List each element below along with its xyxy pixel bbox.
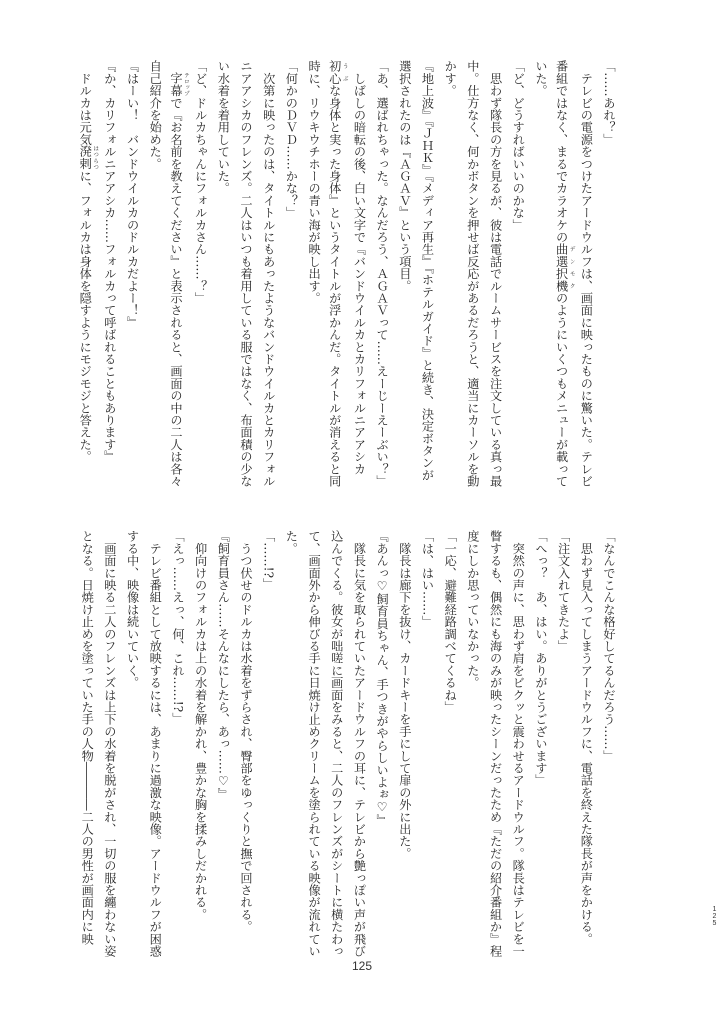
text-column [76, 60, 99, 488]
text-column: となる。日焼け止めを塗っていた手の人物――――二人の男性が画面内に映 [80, 530, 95, 945]
text-column: テレビの電源をつけたアードウルフは、画面に映ったものに驚いた。テレビ [579, 60, 594, 487]
text-segment: 番組ではなく、まるでカラオケの [554, 60, 569, 243]
text-column: 度にしか思っていなかった。 [465, 530, 480, 689]
text-column: 隊長に気を取られていたアードウルフの耳に、テレビから艶っぽい声が飛び [352, 530, 367, 957]
text-column: い水着を着用していた。 [216, 60, 231, 195]
ruby-reading: テロップ [182, 72, 189, 97]
text-column: ニアアシカのフレンズ。二人はいつも着用している服ではなく、布面積の少な [239, 60, 253, 487]
text-segment: ドルカは元気 [78, 60, 93, 146]
text-column: 「なんでこんな格好してるんだろう……」 [602, 530, 616, 762]
text-column: 『地上波』『ＪＨＫ』『メディア再生』『ホテルガイド』と続き、決定ボタンが [420, 60, 435, 481]
text-column: 隊長は廊下を抜け、カードキーを手にして扉の外に出た。 [397, 530, 412, 860]
ruby-base: 初心 [327, 60, 342, 85]
text-column: 「ど、ドルカちゃんにフォルカさん……？」 [193, 60, 208, 304]
bottom-text-block [75, 530, 620, 958]
text-column: 『か、カリフォルニアアシカ……フォルカって呼ばれることもあります』 [102, 60, 117, 463]
text-column: 自己紹介を始めた。 [148, 60, 163, 170]
text-column: 「は、はい……」 [420, 530, 435, 628]
text-column: 込んでくる。彼女が咄嗟に画面をみると、二人のフレンズがシートに横たわっ [329, 530, 344, 957]
text-column: いた。 [533, 60, 548, 97]
text-column: 「……!?」 [261, 530, 276, 591]
text-column: て、画面外から伸びる手に日焼け止めクリームを塗られている映像が流れてい [307, 530, 322, 957]
text-column: 次第に映ったのは、タイトルにもあったようなバンドウイルカとカリフォル [261, 60, 276, 487]
text-column: 中。仕方なく、何かボタンを押せば反応があるだろうと、適当にカーソルを動 [465, 60, 480, 487]
ruby-base: 曲選択機 [554, 243, 569, 292]
text-column: 「注文入れてきたよ」 [556, 530, 571, 652]
text-column: する中、映像は続いていく。 [125, 530, 140, 689]
text-column: 「何かのＤＶＤ……かな？」 [284, 60, 299, 219]
text-column [166, 60, 189, 488]
text-column: 思わず見入ってしまうアードウルフに、電話を終えた隊長が声をかける。 [579, 530, 594, 945]
text-segment [169, 60, 183, 72]
ruby-reading: デンモク [568, 243, 575, 292]
text-column: 「へっ？ あ、はい。ありがとうございます」 [533, 530, 548, 787]
text-column: 「あ、選ばれちゃった。なんだろう、ＡＧＡＶって……えーじーえーぶい？」 [375, 60, 390, 487]
text-column: 思わず隊長の方を見るが、彼は電話でルームサービスを注文している真っ最 [488, 60, 503, 487]
side-page-number: 125 [711, 906, 718, 927]
ruby-annotation [327, 60, 348, 85]
text-column [325, 60, 348, 488]
text-column: 選択されたのは『ＡＧＡＶ』という項目。 [397, 60, 412, 292]
text-segment: に、フォルカは身体を隠すようにモジモジと答えた。 [78, 169, 93, 463]
text-column: 「……あれ？」 [602, 60, 616, 146]
text-column: 「えっ……えっ、何、これ……!?」 [170, 530, 185, 725]
text-column: た。 [284, 530, 299, 555]
text-column: 仰向けのフォルカは上の水着を解かれ、豊かな胸を揉みしだかれる。 [193, 530, 208, 921]
top-text-block [75, 60, 620, 488]
ruby-annotation [554, 243, 575, 292]
ruby-reading: はつらつ [92, 145, 99, 170]
text-column: 「一応、避難経路調べてくるね」 [443, 530, 458, 713]
text-column [552, 60, 575, 488]
ruby-reading: うぶ [341, 60, 348, 85]
text-column: 「ど、どうすればいいのかな」 [511, 60, 526, 231]
ruby-annotation [168, 72, 189, 97]
text-column: かす。 [443, 60, 458, 97]
text-column: 画面に映る二人のフレンズは上下の水着を脱がされ、一切の服を纏わない姿 [102, 530, 117, 957]
ruby-annotation [78, 145, 99, 170]
text-column: 瞥するも、偶然にも海のみが映ったシーンだったため『ただの紹介番組か』程 [488, 530, 503, 957]
text-segment: な身体と実った身体』というタイトルが浮かんだ。タイトルが消えると同 [327, 84, 342, 488]
text-segment: で『お名前を教えてください』と表示されると、画面の中の二人は各々 [168, 96, 183, 488]
ruby-base: 溌剌 [78, 145, 93, 170]
text-column: 『飼育員さん……そんなにしたら、あっ……♡』 [216, 530, 231, 801]
text-column: 『あんっ♡飼育員ちゃん、手つきがやらしいよぉ♡』 [375, 530, 390, 827]
text-column: しばしの暗転の後、白い文字で『バンドウイルカとカリフォルニアアシカ [352, 60, 367, 475]
text-column: テレビ番組として放映するには、あまりに過激な映像。アードウルフが困惑 [148, 530, 163, 957]
ruby-base: 字幕 [168, 72, 183, 97]
text-column: 突然の声に、思わず肩をビクッと震わせるアードウルフ。隊長はテレビを一 [511, 530, 526, 957]
text-column: 時に、リウキウチホーの青い海が映し出す。 [307, 60, 322, 304]
text-segment: のようにいくつもメニューが載って [554, 291, 569, 488]
text-column: 『はーい！ バンドウイルカのドルカだよー！』 [125, 60, 140, 329]
text-column: うつ伏せのドルカは水着をずらされ、臀部をゆっくりと撫で回される。 [239, 530, 253, 933]
page-number: 125 [352, 959, 373, 973]
